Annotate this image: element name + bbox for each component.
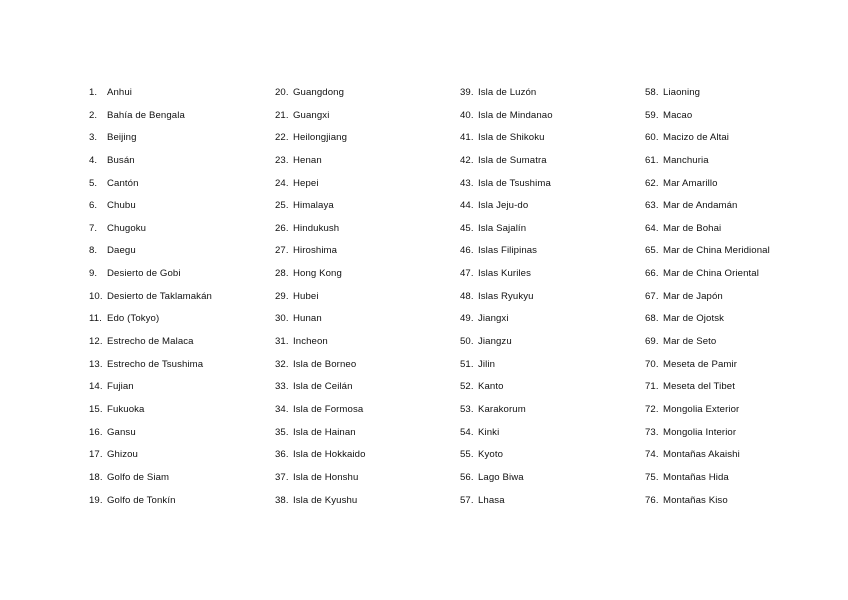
list-item-number: 12. xyxy=(89,336,103,348)
list-item-label: Gansu xyxy=(107,426,136,438)
list-item xyxy=(275,467,470,490)
list-item-label: Kinki xyxy=(478,426,500,438)
list-item-label: Hindukush xyxy=(293,222,340,234)
list-item-label: Estrecho de Malaca xyxy=(107,336,194,348)
list-item-number: 46. xyxy=(460,245,474,257)
list-item-label: Isla de Borneo xyxy=(293,358,357,370)
list-item-number: 53. xyxy=(460,403,474,415)
list-item xyxy=(645,399,840,422)
list-item-label: Desierto de Taklamakán xyxy=(107,290,212,302)
list-item xyxy=(645,150,840,173)
list-item xyxy=(645,308,840,331)
list-item-label: Isla de Sumatra xyxy=(478,154,547,166)
list-item-label: Isla de Honshu xyxy=(293,471,359,483)
list-item-label: Mar Amarillo xyxy=(663,177,718,189)
list-item-number: 31. xyxy=(275,336,289,348)
list-item xyxy=(275,422,470,445)
list-item-label: Heilongjiang xyxy=(293,132,348,144)
list-item-number: 48. xyxy=(460,290,474,302)
list-item-number: 4. xyxy=(89,154,98,166)
list-item xyxy=(89,218,284,241)
list-item-label: Kanto xyxy=(478,381,504,393)
list-item-number: 8. xyxy=(89,245,98,257)
list-item-label: Chugoku xyxy=(107,222,147,234)
list-item-number: 65. xyxy=(645,245,659,257)
list-item-label: Karakorum xyxy=(478,403,526,415)
list-item-number: 34. xyxy=(275,403,289,415)
list-item xyxy=(460,331,655,354)
list-item xyxy=(89,444,284,467)
list-item-label: Chubu xyxy=(107,200,136,212)
list-item-label: Hubei xyxy=(293,290,319,302)
list-item-label: Isla de Ceilán xyxy=(293,381,353,393)
list-item-label: Meseta de Pamir xyxy=(663,358,738,370)
list-item-label: Bahía de Bengala xyxy=(107,109,185,121)
list-item xyxy=(275,399,470,422)
list-item-number: 19. xyxy=(89,494,103,506)
list-item-number: 44. xyxy=(460,200,474,212)
list-item-label: Mar de Andamán xyxy=(663,200,738,212)
list-item-number: 14. xyxy=(89,381,103,393)
list-item-label: Mar de China Oriental xyxy=(663,268,759,280)
list-item-number: 24. xyxy=(275,177,289,189)
list-item-label: Isla de Hokkaido xyxy=(293,449,366,461)
list-item xyxy=(89,376,284,399)
list-item-label: Lago Biwa xyxy=(478,471,524,483)
list-item xyxy=(460,263,655,286)
list-item-label: Lhasa xyxy=(478,494,505,506)
list-item-number: 49. xyxy=(460,313,474,325)
list-item-label: Isla Jeju-do xyxy=(478,200,529,212)
list-item-number: 17. xyxy=(89,449,103,461)
list-item xyxy=(89,173,284,196)
list-item-number: 61. xyxy=(645,154,659,166)
list-item-number: 38. xyxy=(275,494,289,506)
list-item-number: 62. xyxy=(645,177,659,189)
list-item-label: Incheon xyxy=(293,336,328,348)
list-item xyxy=(275,150,470,173)
list-item xyxy=(275,82,470,105)
list-item-label: Isla de Mindanao xyxy=(478,109,553,121)
list-item-label: Isla Sajalín xyxy=(478,222,527,234)
list-item xyxy=(460,150,655,173)
list-item-label: Islas Filipinas xyxy=(478,245,538,257)
list-item xyxy=(645,195,840,218)
list-item-number: 52. xyxy=(460,381,474,393)
list-item xyxy=(460,444,655,467)
list-item-number: 5. xyxy=(89,177,98,189)
list-item-label: Isla de Luzón xyxy=(478,87,537,98)
list-item-number: 28. xyxy=(275,268,289,280)
list-item xyxy=(460,173,655,196)
list-item-label: Liaoning xyxy=(663,87,701,98)
list-item-label: Daegu xyxy=(107,245,136,257)
list-item xyxy=(460,82,655,105)
list-item-number: 1. xyxy=(89,87,98,98)
list-item xyxy=(89,240,284,263)
list-item-number: 58. xyxy=(645,87,659,98)
list-item xyxy=(89,490,284,513)
list-item-label: Himalaya xyxy=(293,200,334,212)
list-item xyxy=(645,490,840,513)
list-item xyxy=(460,467,655,490)
list-item-number: 72. xyxy=(645,403,659,415)
list-item-label: Henan xyxy=(293,154,322,166)
list-item-label: Beijing xyxy=(107,132,137,144)
list-item-label: Golfo de Siam xyxy=(107,471,170,483)
list-item-number: 64. xyxy=(645,222,659,234)
list-item-number: 71. xyxy=(645,381,659,393)
list-item xyxy=(460,422,655,445)
list-item-number: 6. xyxy=(89,200,98,212)
list-item-label: Montañas Akaishi xyxy=(663,449,740,461)
list-item-label: Macao xyxy=(663,109,693,121)
list-item-number: 15. xyxy=(89,403,103,415)
list-item xyxy=(460,127,655,150)
list-item xyxy=(275,105,470,128)
list-item-number: 20. xyxy=(275,87,289,98)
list-item xyxy=(645,82,840,105)
list-item-label: Hepei xyxy=(293,177,319,189)
list-item xyxy=(645,218,840,241)
list-item-number: 27. xyxy=(275,245,289,257)
list-item xyxy=(275,331,470,354)
list-item-number: 29. xyxy=(275,290,289,302)
list-item xyxy=(89,127,284,150)
list-item-number: 69. xyxy=(645,336,659,348)
list-item-label: Isla de Kyushu xyxy=(293,494,358,506)
list-item xyxy=(275,263,470,286)
list-item-label: Mar de Bohai xyxy=(663,222,722,234)
list-item xyxy=(89,308,284,331)
list-item-label: Estrecho de Tsushima xyxy=(107,358,204,370)
list-item-label: Jiangzu xyxy=(478,336,512,348)
list-item xyxy=(460,195,655,218)
list-item xyxy=(275,354,470,377)
list-item-number: 18. xyxy=(89,471,103,483)
list-item xyxy=(275,195,470,218)
list-item xyxy=(460,354,655,377)
list-item-number: 42. xyxy=(460,154,474,166)
list-item-number: 68. xyxy=(645,313,659,325)
list-item-label: Hong Kong xyxy=(293,268,342,280)
list-item xyxy=(460,399,655,422)
list-column-1 xyxy=(89,82,284,512)
list-column-4 xyxy=(645,82,840,512)
list-item-number: 43. xyxy=(460,177,474,189)
list-item-label: Mongolia Exterior xyxy=(663,403,740,415)
list-item xyxy=(275,127,470,150)
list-item xyxy=(460,105,655,128)
list-item-number: 26. xyxy=(275,222,289,234)
list-item-number: 41. xyxy=(460,132,474,144)
list-item-label: Ghizou xyxy=(107,449,138,461)
list-item xyxy=(645,444,840,467)
list-item xyxy=(275,444,470,467)
list-item xyxy=(89,286,284,309)
list-item xyxy=(460,218,655,241)
list-item-label: Islas Ryukyu xyxy=(478,290,534,302)
list-item-label: Edo (Tokyo) xyxy=(107,313,160,325)
list-item-label: Isla de Tsushima xyxy=(478,177,551,189)
list-item-label: Fujian xyxy=(107,381,134,393)
list-item-label: Cantón xyxy=(107,177,139,189)
list-item-number: 30. xyxy=(275,313,289,325)
list-item-label: Busán xyxy=(107,154,135,166)
list-item-number: 9. xyxy=(89,268,98,280)
list-item xyxy=(275,490,470,513)
list-item xyxy=(645,263,840,286)
list-item-label: Manchuria xyxy=(663,154,709,166)
list-column-3 xyxy=(460,82,655,512)
list-item-number: 56. xyxy=(460,471,474,483)
list-item xyxy=(89,331,284,354)
list-item-number: 2. xyxy=(89,109,98,121)
list-item-number: 40. xyxy=(460,109,474,121)
list-item xyxy=(275,240,470,263)
list-item xyxy=(645,127,840,150)
list-item-number: 35. xyxy=(275,426,289,438)
list-item xyxy=(275,218,470,241)
list-item-number: 76. xyxy=(645,494,659,506)
list-item-number: 50. xyxy=(460,336,474,348)
list-item-label: Mar de Seto xyxy=(663,336,717,348)
list-item-label: Mongolia Interior xyxy=(663,426,737,438)
list-item-label: Guangxi xyxy=(293,109,330,121)
list-item-label: Isla de Formosa xyxy=(293,403,364,415)
list-item-number: 57. xyxy=(460,494,474,506)
list-item-number: 23. xyxy=(275,154,289,166)
list-item-number: 32. xyxy=(275,358,289,370)
list-item-label: Kyoto xyxy=(478,449,504,461)
list-item xyxy=(460,376,655,399)
list-item-number: 7. xyxy=(89,222,98,234)
list-item xyxy=(89,195,284,218)
list-item xyxy=(645,331,840,354)
list-item xyxy=(89,82,284,105)
list-item-label: Islas Kuriles xyxy=(478,268,532,280)
list-item-number: 60. xyxy=(645,132,659,144)
list-item-number: 54. xyxy=(460,426,474,438)
list-item-number: 10. xyxy=(89,290,103,302)
list-item xyxy=(645,173,840,196)
list-item xyxy=(89,263,284,286)
list-item-number: 45. xyxy=(460,222,474,234)
list-item xyxy=(645,467,840,490)
list-item xyxy=(275,173,470,196)
list-item-label: Jilin xyxy=(478,358,496,370)
list-item-number: 75. xyxy=(645,471,659,483)
list-item-number: 67. xyxy=(645,290,659,302)
list-item xyxy=(460,308,655,331)
list-item-label: Hunan xyxy=(293,313,322,325)
list-item xyxy=(275,308,470,331)
list-item xyxy=(89,399,284,422)
list-item-label: Hiroshima xyxy=(293,245,338,257)
list-item xyxy=(645,354,840,377)
list-item xyxy=(275,376,470,399)
list-item xyxy=(645,376,840,399)
list-item-number: 66. xyxy=(645,268,659,280)
list-item-number: 21. xyxy=(275,109,289,121)
list-item-number: 25. xyxy=(275,200,289,212)
list-item-label: Golfo de Tonkín xyxy=(107,494,176,506)
list-item-label: Mar de Ojotsk xyxy=(663,313,725,325)
list-item-label: Isla de Shikoku xyxy=(478,132,545,144)
list-item xyxy=(460,240,655,263)
list-item xyxy=(460,286,655,309)
list-item xyxy=(89,354,284,377)
list-item xyxy=(645,240,840,263)
list-item xyxy=(645,422,840,445)
list-item-label: Montañas Hida xyxy=(663,471,729,483)
list-item xyxy=(89,150,284,173)
list-column-2 xyxy=(275,82,470,512)
list-item-number: 70. xyxy=(645,358,659,370)
list-item xyxy=(460,490,655,513)
list-item-label: Macizo de Altai xyxy=(663,132,730,144)
list-item xyxy=(645,105,840,128)
list-item-number: 22. xyxy=(275,132,289,144)
list-item-number: 55. xyxy=(460,449,474,461)
list-item-number: 47. xyxy=(460,268,474,280)
list-item xyxy=(645,286,840,309)
list-item-number: 74. xyxy=(645,449,659,461)
list-item-label: Mar de China Meridional xyxy=(663,245,770,257)
list-item xyxy=(275,286,470,309)
list-item-label: Desierto de Gobi xyxy=(107,268,181,280)
list-item-number: 37. xyxy=(275,471,289,483)
list-item-label: Anhui xyxy=(107,87,133,98)
list-item-number: 11. xyxy=(89,313,102,325)
list-item-number: 39. xyxy=(460,87,474,98)
list-item xyxy=(89,422,284,445)
list-item-number: 16. xyxy=(89,426,103,438)
list-item-number: 3. xyxy=(89,132,98,144)
list-item-label: Guangdong xyxy=(293,87,345,98)
list-item-label: Meseta del Tibet xyxy=(663,381,735,393)
list-item-number: 33. xyxy=(275,381,289,393)
list-item-number: 36. xyxy=(275,449,289,461)
list-item xyxy=(89,467,284,490)
list-item-label: Jiangxi xyxy=(478,313,509,325)
list-item xyxy=(89,105,284,128)
list-item-number: 73. xyxy=(645,426,659,438)
list-item-label: Mar de Japón xyxy=(663,290,723,302)
list-item-number: 63. xyxy=(645,200,659,212)
list-item-number: 13. xyxy=(89,358,103,370)
list-item-label: Isla de Hainan xyxy=(293,426,356,438)
list-item-number: 59. xyxy=(645,109,659,121)
list-item-label: Fukuoka xyxy=(107,403,145,415)
list-item-number: 51. xyxy=(460,358,474,370)
list-item-label: Montañas Kiso xyxy=(663,494,728,506)
